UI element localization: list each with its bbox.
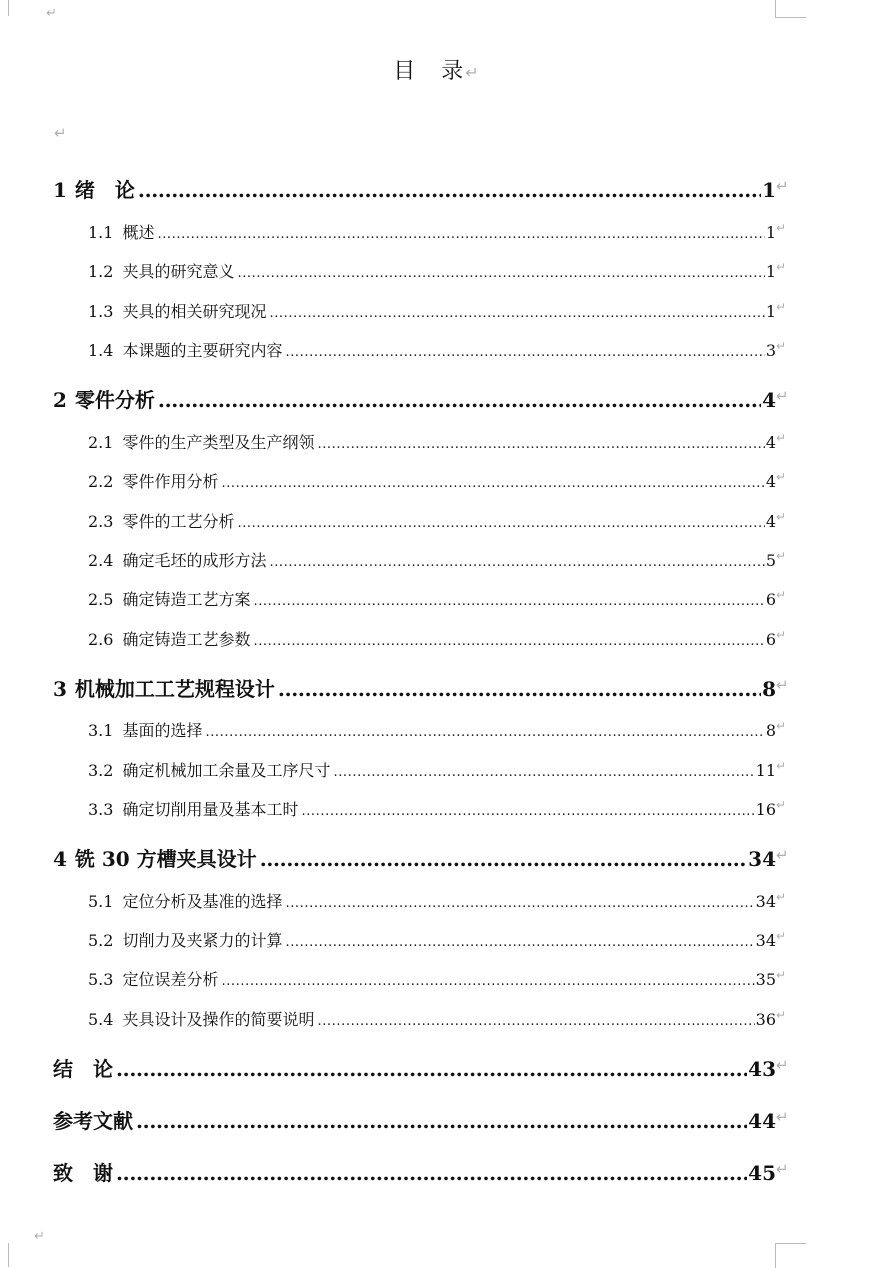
toc-dot-leader: [285, 931, 754, 950]
toc-section-entry[interactable]: [0, 548, 872, 576]
toc-section-entry[interactable]: [0, 259, 872, 287]
crop-mark-top-right: [775, 0, 806, 18]
toc-section-entry[interactable]: [0, 967, 872, 995]
paragraph-mark-icon: ↵: [776, 719, 787, 733]
paragraph-mark-icon: ↵: [776, 676, 789, 694]
toc-chapter-entry[interactable]: [0, 1105, 872, 1133]
toc-dot-leader: [157, 223, 764, 242]
toc-chapter-entry[interactable]: [0, 1157, 872, 1185]
paragraph-mark-icon: ↵: [776, 929, 787, 943]
toc-entry-line: [88, 548, 776, 576]
toc-entry-number: 2.6: [88, 630, 114, 649]
toc-entry-line: [88, 469, 776, 497]
toc-dot-leader: [285, 341, 764, 360]
toc-entry-title: 本课题的主要研究内容: [122, 341, 283, 360]
toc-entry-line: [53, 384, 776, 412]
toc-entry-number: 1.1: [88, 223, 114, 242]
paragraph-mark-icon: ↵: [776, 1008, 787, 1022]
paragraph-mark-icon: ↵: [46, 6, 57, 21]
toc-entry-number: 1.2: [88, 262, 114, 281]
paragraph-mark-icon: ↵: [34, 1229, 45, 1244]
toc-entry-line: [88, 509, 776, 537]
toc-dot-leader: [253, 630, 764, 649]
toc-entry-title: 结 论: [53, 1057, 113, 1081]
paragraph-mark-icon: ↵: [776, 260, 787, 274]
toc-entry-title: 定位分析及基准的选择: [122, 892, 283, 911]
toc-section-entry[interactable]: [0, 1007, 872, 1035]
paragraph-mark-icon: ↵: [465, 63, 479, 82]
toc-dot-leader: [205, 721, 764, 740]
toc-entry-line: [88, 430, 776, 458]
toc-entry-number: 5.2: [88, 931, 114, 950]
paragraph-mark-icon: ↵: [776, 968, 787, 982]
toc-entry-number: 5.4: [88, 1010, 114, 1029]
paragraph-mark-icon: ↵: [776, 300, 787, 314]
toc-dot-leader: [278, 677, 761, 701]
toc-dot-leader: [136, 1109, 747, 1133]
toc-dot-leader: [116, 1057, 747, 1081]
toc-chapter-entry[interactable]: [0, 673, 872, 701]
toc-entry-title: 夹具的相关研究现况: [122, 302, 267, 321]
toc-section-entry[interactable]: [0, 797, 872, 825]
toc-entry-number: 3.3: [88, 800, 114, 819]
toc-page-number: 4: [765, 512, 776, 531]
toc-page-number: 16: [755, 800, 776, 819]
toc-page-number: 4: [765, 433, 776, 452]
toc-entry-line: [53, 1157, 776, 1185]
toc-section-entry[interactable]: [0, 509, 872, 537]
paragraph-mark-icon: ↵: [776, 588, 787, 602]
toc-entry-line: [88, 718, 776, 746]
toc-page-number: 44: [748, 1109, 776, 1133]
toc-page-number: 34: [755, 892, 776, 911]
toc-section-entry[interactable]: [0, 430, 872, 458]
toc-entry-number: 5.1: [88, 892, 114, 911]
toc-entry-title: 零件的生产类型及生产纲领: [122, 433, 315, 452]
toc-entry-line: [88, 259, 776, 287]
toc-title-text: 目 录: [393, 59, 466, 84]
toc-dot-leader: [333, 761, 754, 780]
toc-entry-number: 1.4: [88, 341, 114, 360]
paragraph-mark-icon: ↵: [776, 470, 787, 484]
toc-dot-leader: [285, 892, 754, 911]
toc-section-entry[interactable]: [0, 718, 872, 746]
paragraph-mark-icon: ↵: [776, 759, 787, 773]
toc-chapter-entry[interactable]: [0, 1053, 872, 1081]
toc-entry-line: [88, 299, 776, 327]
toc-entry-title: 绪 论: [74, 178, 135, 202]
toc-page-number: 6: [765, 590, 776, 609]
toc-entry-number: 3.2: [88, 761, 114, 780]
toc-entry-number: 4: [53, 847, 67, 871]
toc-entry-title: 定位误差分析: [122, 970, 219, 989]
toc-entry-title: 夹具的研究意义: [122, 262, 235, 281]
toc-entry-title: 参考文献: [53, 1109, 133, 1133]
toc-section-entry[interactable]: [0, 299, 872, 327]
paragraph-mark-icon: ↵: [776, 798, 787, 812]
paragraph-mark-icon: ↵: [776, 221, 787, 235]
toc-page-number: 34: [748, 847, 776, 871]
toc-page-number: 3: [765, 341, 776, 360]
toc-section-entry[interactable]: [0, 587, 872, 615]
toc-dot-leader: [237, 512, 764, 531]
toc-dot-leader: [269, 302, 764, 321]
toc-entry-line: [88, 797, 776, 825]
toc-page-number: 4: [762, 388, 776, 412]
toc-entry-title: 确定铸造工艺方案: [122, 590, 251, 609]
toc-dot-leader: [317, 1010, 754, 1029]
toc-page-number: 8: [762, 677, 776, 701]
toc-section-entry[interactable]: [0, 758, 872, 786]
toc-entry-number: 3.1: [88, 721, 114, 740]
paragraph-mark-icon: ↵: [776, 1108, 789, 1126]
paragraph-mark-icon: ↵: [776, 510, 787, 524]
toc-entry-line: [53, 673, 776, 701]
toc-entry-line: [53, 843, 776, 871]
toc-entry-number: 3: [53, 677, 67, 701]
toc-dot-leader: [253, 590, 764, 609]
toc-page-number: 43: [748, 1057, 776, 1081]
toc-dot-leader: [158, 388, 761, 412]
toc-page-number: 11: [755, 761, 776, 780]
toc-entry-title: 基面的选择: [122, 721, 203, 740]
crop-mark-bottom-left: [0, 1243, 9, 1267]
toc-entry-number: 2: [53, 388, 67, 412]
toc-entry-number: 2.3: [88, 512, 114, 531]
toc-entry-number: 2.5: [88, 590, 114, 609]
toc-dot-leader: [301, 800, 754, 819]
toc-chapter-entry[interactable]: [0, 384, 872, 412]
toc-entry-number: 2.1: [88, 433, 114, 452]
toc-entry-line: [88, 587, 776, 615]
toc-entry-line: [88, 338, 776, 366]
toc-entry-line: [88, 967, 776, 995]
toc-page-number: 35: [755, 970, 776, 989]
toc-page-number: 1: [762, 178, 776, 202]
toc-page-number: 5: [765, 551, 776, 570]
toc-page-number: 4: [765, 472, 776, 491]
toc-entry-line: [53, 1105, 776, 1133]
toc-entry-line: [88, 1007, 776, 1035]
paragraph-mark-icon: ↵: [776, 549, 787, 563]
toc-dot-leader: [269, 551, 764, 570]
toc-page-number: 1: [765, 262, 776, 281]
toc-entry-title: 零件作用分析: [122, 472, 219, 491]
toc-page-number: 8: [765, 721, 776, 740]
toc-entry-title: 铣 30 方槽夹具设计: [74, 847, 257, 871]
toc-entry-line: [53, 1053, 776, 1081]
toc-section-entry[interactable]: [0, 220, 872, 248]
toc-entry-title: 确定毛坯的成形方法: [122, 551, 267, 570]
toc-entry-number: 1.3: [88, 302, 114, 321]
toc-entry-number: 5.3: [88, 970, 114, 989]
toc-entry-line: [88, 758, 776, 786]
toc-entry-line: [88, 928, 776, 956]
paragraph-mark-icon: ↵: [54, 124, 67, 142]
paragraph-mark-icon: ↵: [776, 1160, 789, 1178]
toc-section-entry[interactable]: [0, 627, 872, 655]
crop-mark-bottom-right: [775, 1243, 806, 1268]
toc-entry-number: 2.2: [88, 472, 114, 491]
toc-entry-title: 确定铸造工艺参数: [122, 630, 251, 649]
toc-dot-leader: [237, 262, 764, 281]
paragraph-mark-icon: ↵: [776, 177, 789, 195]
toc-dot-leader: [317, 433, 764, 452]
toc-entry-title: 零件的工艺分析: [122, 512, 235, 531]
toc-entry-title: 概述: [122, 223, 155, 242]
paragraph-mark-icon: ↵: [776, 339, 787, 353]
toc-entry-title: 夹具设计及操作的简要说明: [122, 1010, 315, 1029]
toc-entry-number: 1: [53, 178, 67, 202]
toc-entry-title: 致 谢: [53, 1161, 113, 1185]
toc-entry-line: [88, 889, 776, 917]
crop-mark-top-left: [0, 0, 9, 16]
toc-title: [0, 54, 872, 85]
toc-section-entry[interactable]: [0, 889, 872, 917]
toc-chapter-entry[interactable]: [0, 843, 872, 871]
toc-page-number: 1: [765, 223, 776, 242]
paragraph-mark-icon: ↵: [776, 890, 787, 904]
toc-section-entry[interactable]: [0, 469, 872, 497]
toc-entry-title: 确定机械加工余量及工序尺寸: [122, 761, 331, 780]
toc-entry-line: [88, 220, 776, 248]
toc-chapter-entry[interactable]: [0, 174, 872, 202]
toc-entry-number: 2.4: [88, 551, 114, 570]
paragraph-mark-icon: ↵: [776, 846, 789, 864]
paragraph-mark-icon: ↵: [776, 387, 789, 405]
toc-dot-leader: [221, 970, 754, 989]
paragraph-mark-icon: ↵: [776, 628, 787, 642]
toc-entry-line: [88, 627, 776, 655]
toc-section-entry[interactable]: [0, 338, 872, 366]
toc-page-number: 1: [765, 302, 776, 321]
toc-dot-leader: [138, 178, 761, 202]
toc-dot-leader: [116, 1161, 747, 1185]
toc-page-number: 45: [748, 1161, 776, 1185]
paragraph-mark-icon: ↵: [776, 1056, 789, 1074]
toc-entry-title: 切削力及夹紧力的计算: [122, 931, 283, 950]
toc-page-number: 34: [755, 931, 776, 950]
toc-entry-line: [53, 174, 776, 202]
paragraph-mark-icon: ↵: [776, 431, 787, 445]
toc-dot-leader: [221, 472, 764, 491]
toc-entry-title: 确定切削用量及基本工时: [122, 800, 299, 819]
toc-entry-title: 零件分析: [74, 388, 155, 412]
toc-page-number: 6: [765, 630, 776, 649]
toc-section-entry[interactable]: [0, 928, 872, 956]
toc-dot-leader: [260, 847, 747, 871]
toc-entry-title: 机械加工工艺规程设计: [74, 677, 275, 701]
toc-page-number: 36: [755, 1010, 776, 1029]
